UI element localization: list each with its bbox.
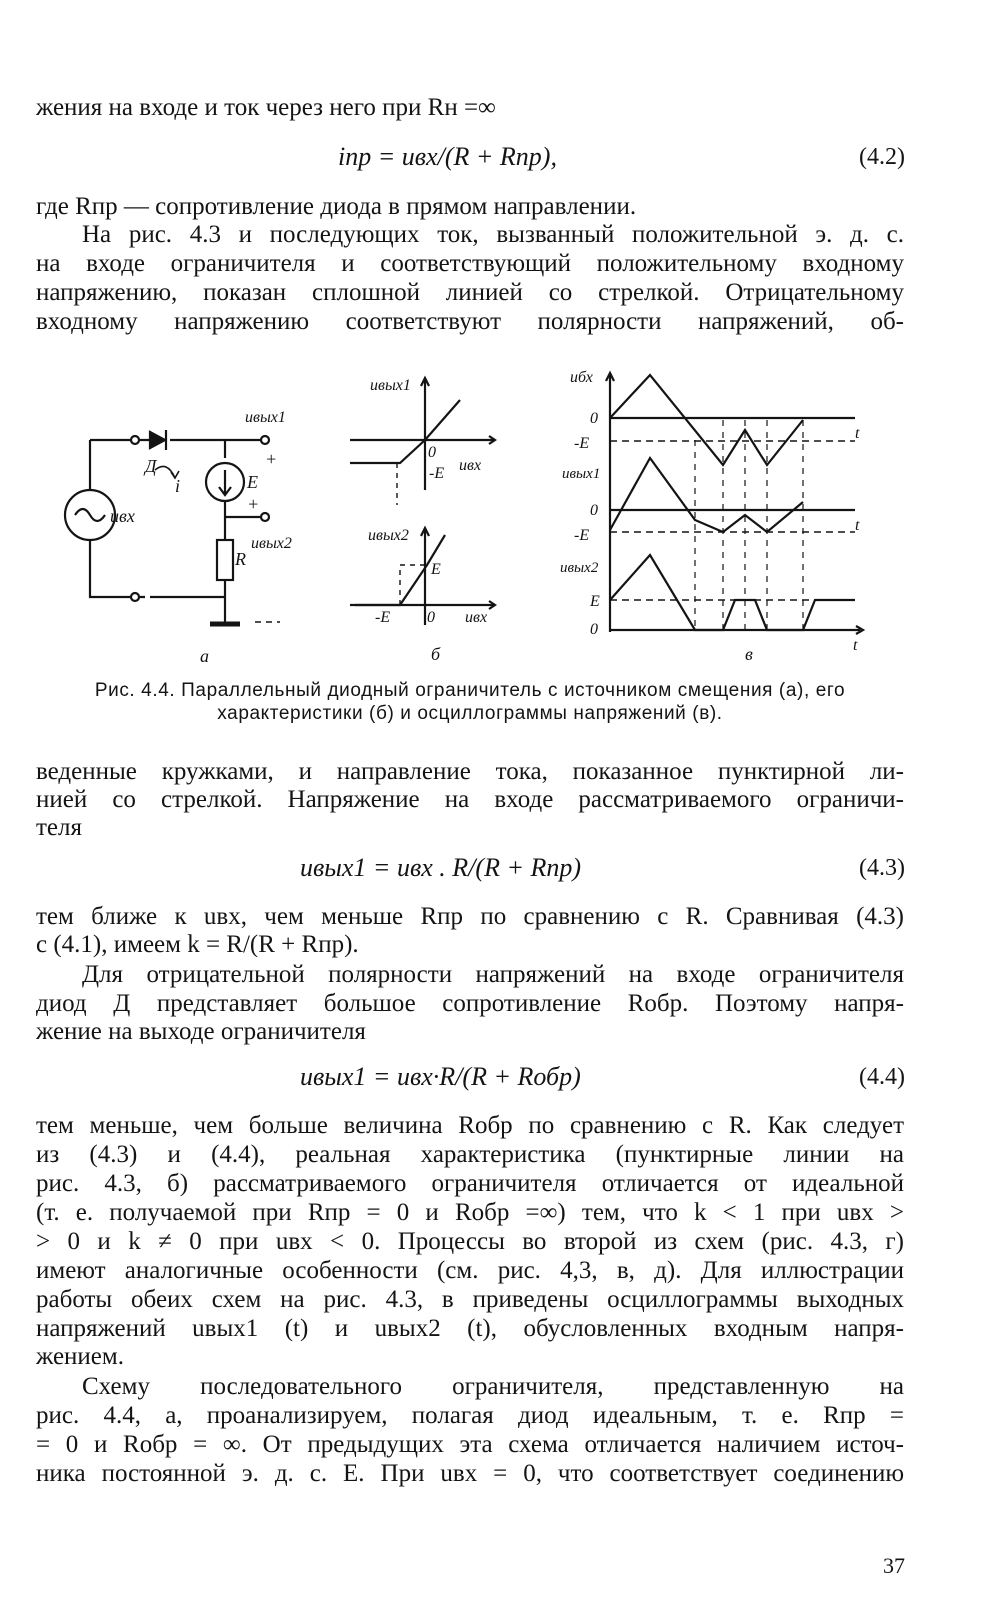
text-line: где Rпр — сопротивление диода в прямом направлении. — [36, 193, 637, 220]
text-line: > 0 и k ≠ 0 при uвх < 0. Процессы во второй из схем (рис. 4.3, г) — [36, 1228, 904, 1255]
label-char-minus-e2: -E — [375, 609, 391, 626]
text-line: теля — [36, 814, 82, 841]
label-char-zero1: 0 — [428, 444, 436, 461]
figure-caption-line: характеристики (б) и осциллограммы напряжений (в). — [217, 703, 723, 724]
text-line: входному напряжению соответствуют полярности напряжений, об- — [36, 308, 904, 335]
figure-4-4 — [55, 360, 885, 670]
label-osc-t2: t — [855, 517, 860, 534]
text-line: Схему последовательного ограничителя, представленную на — [82, 1373, 904, 1400]
text-line: напряжений uвых1 (t) и uвых2 (t), обусловленных входным напря- — [36, 1315, 904, 1342]
text-line: на входе ограничителя и соответствующий положительному входному — [36, 250, 904, 277]
text-line: (т. е. получаемой при Rпр = 0 и Rобр =∞) тем, что k < 1 при uвх > — [36, 1199, 904, 1226]
formula-4-4: uвых1 = uвх·R/(R + Rобр) — [300, 1062, 581, 1091]
text-line: рис. 4.4, а, проанализируем, полагая диод идеальным, т. е. Rпр = — [36, 1402, 904, 1429]
label-u-out2: uвых2 — [251, 535, 292, 552]
label-char-minus-e1: -E — [429, 465, 445, 482]
label-osc-u-out2: uвых2 — [560, 560, 599, 576]
page-number: 37 — [883, 1553, 905, 1578]
formula-4-3: uвых1 = uвх . R/(R + Rпр) — [300, 853, 582, 882]
text-line: с (4.1), имеем k = R/(R + Rпр). — [36, 931, 359, 958]
label-osc-zero1: 0 — [590, 410, 598, 427]
label-osc-t3: t — [853, 637, 858, 654]
text-line: тем меньше, чем больше величина Rобр по сравнению с R. Как следует — [36, 1112, 904, 1139]
label-char-y2: uвых2 — [368, 527, 409, 544]
text-line: работы обеих схем на рис. 4.3, в приведены осциллограммы выходных — [36, 1286, 904, 1313]
text-line: рис. 4.3, б) рассматриваемого ограничителя отличается от идеальной — [36, 1170, 904, 1197]
text-line: = 0 и Rобр = ∞. От предыдущих эта схема отличается наличием источ- — [36, 1431, 904, 1458]
formula-4-2: iпр = uвх/(R + Rпр), — [338, 142, 557, 171]
label-char-x2: uвх — [465, 609, 488, 626]
equation-number: (4.4) — [859, 1064, 905, 1090]
label-osc-zero3: 0 — [590, 621, 598, 638]
label-current: i — [175, 476, 181, 496]
label-osc-t1: t — [855, 425, 860, 442]
text-line: жением. — [36, 1343, 124, 1370]
label-osc-minus-e2: -E — [574, 527, 590, 544]
label-diode: Д — [145, 456, 157, 476]
label-char-zero2: 0 — [427, 609, 435, 626]
label-osc-zero2: 0 — [590, 502, 598, 519]
label-char-x1: uвх — [459, 457, 482, 474]
label-osc-e3: E — [590, 593, 600, 610]
text-line: имеют аналогичные особенности (см. рис. 4,3, в, д). Для иллюстрации — [36, 1257, 904, 1284]
figure-caption-line: Рис. 4.4. Параллельный диодный ограничитель с источником смещения (а), его — [94, 680, 846, 701]
text-line: нией со стрелкой. Напряжение на входе рассматриваемого ограничи- — [36, 786, 904, 813]
label-e-source: E — [247, 472, 258, 492]
text-line: диод Д представляет большое сопротивление Rобр. Поэтому напря- — [36, 990, 904, 1017]
subfigure-b: б — [431, 644, 441, 664]
label-u-out1: uвых1 — [245, 409, 286, 426]
subfigure-c: в — [745, 644, 753, 664]
subfigure-a: а — [200, 646, 209, 666]
label-char-e2: E — [431, 561, 441, 578]
text-line: напряжению, показан сплошной линией со стрелкой. Отрицательному — [36, 279, 904, 306]
label-plus-2: + — [247, 494, 260, 514]
equation-number: (4.2) — [859, 144, 905, 170]
text-line: тем ближе к uвх, чем меньше Rпр по сравнению с R. Сравнивая (4.3) — [36, 903, 904, 930]
text-line: На рис. 4.3 и последующих ток, вызванный положительной э. д. с. — [82, 221, 904, 248]
label-osc-u-out1: uвых1 — [562, 466, 601, 482]
text-line: жение на выходе ограничителя — [36, 1018, 366, 1045]
text-line: веденные кружками, и направление тока, показанное пунктирной ли- — [36, 758, 904, 785]
label-u-in: uвх — [110, 506, 135, 526]
text-line: жения на входе и ток через него при Rн =∞ — [36, 94, 496, 121]
label-osc-u-in: uбх — [570, 369, 593, 386]
text-line: ника постоянной э. д. с. E. При uвх = 0, что соответствует соединению — [36, 1460, 904, 1487]
label-resistor: R — [235, 549, 246, 569]
equation-number: (4.3) — [859, 855, 905, 881]
text-line: Для отрицательной полярности напряжений на входе ограничителя — [82, 961, 904, 988]
label-char-y1: uвых1 — [370, 377, 411, 394]
label-plus-1: + — [265, 449, 278, 469]
label-osc-minus-e1: -E — [574, 435, 590, 452]
text-line: из (4.3) и (4.4), реальная характеристика (пунктирные линии на — [36, 1141, 904, 1168]
